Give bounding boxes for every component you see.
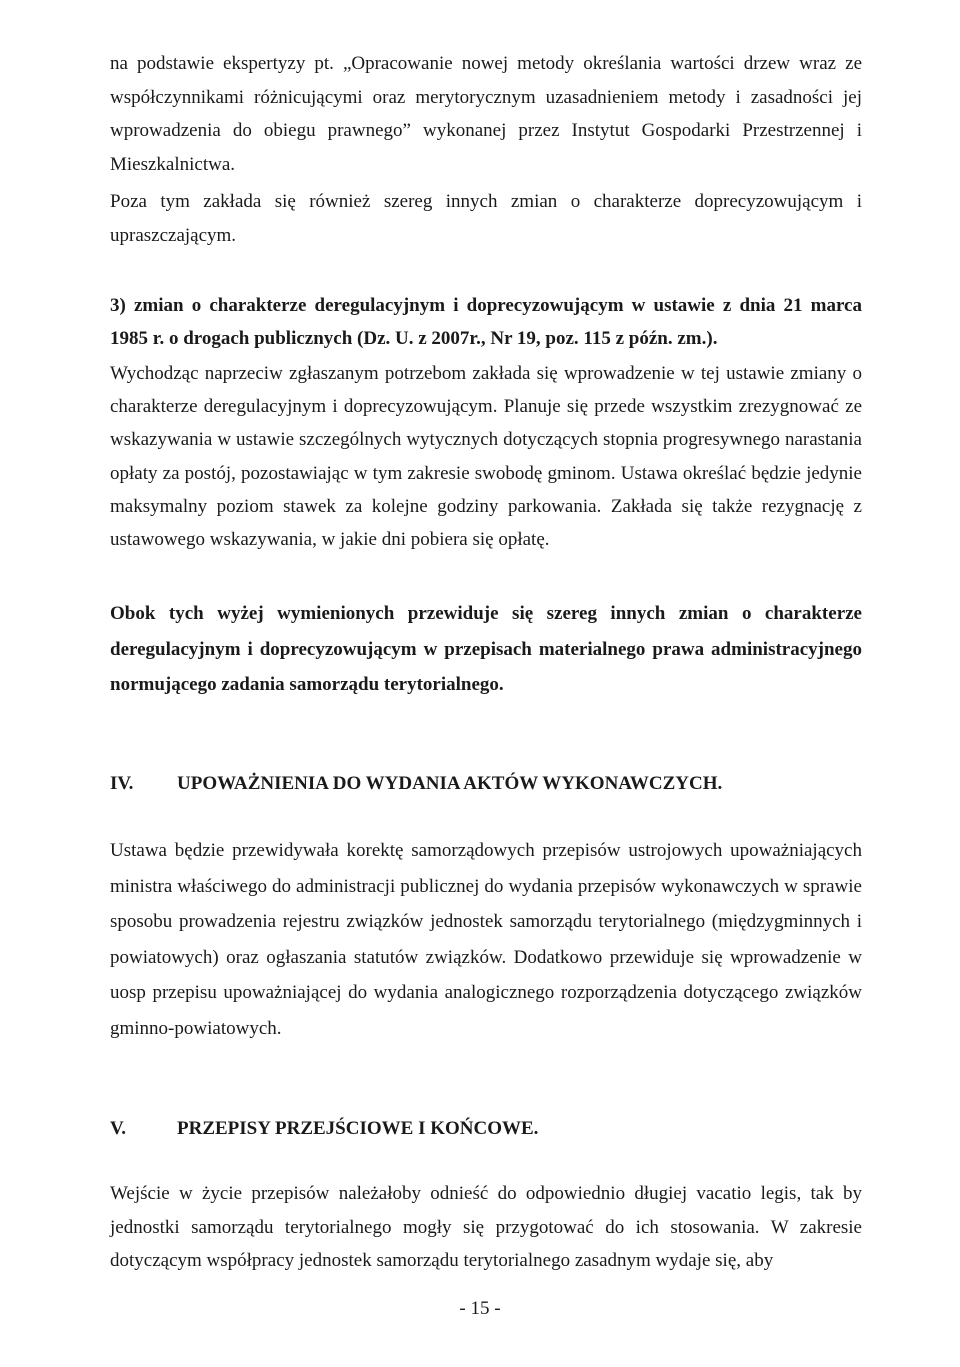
paragraph-parking-fees: Wychodząc naprzeciw zgłaszanym potrzebom zakłada się wprowadzenie w tej ustawie zmiany o charakterze deregulacyjnym i doprecyzowującym. Planuje się przede wszystkim zrezygnować ze wskazywania w ustawie szczególnych wytycznych dotyczących stopnia progresywnego narastania opłaty za postój, pozostawiając w tym zakresie swobodę gminom. Ustawa określać będzie jedynie maksymalny poziom stawek za kolejne godziny parkowania. Zakłada się także rezygnację z ustawowego wskazywania, w jakie dni pobiera się opłatę. [110, 363, 862, 551]
section-4-title: UPOWAŻNIENIA DO WYDANIA AKTÓW WYKONAWCZYCH. [177, 773, 723, 794]
section-5-title: PRZEPISY PRZEJŚCIOWE I KOŃCOWE. [177, 1118, 539, 1139]
item-3-heading: 3) zmian o charakterze deregulacyjnym i doprecyzowującym w ustawie z dnia 21 marca 1985 r. o drogach publicznych (Dz. U. z 2007r., Nr 19, poz. 115 z późn. zm.). [110, 295, 862, 349]
page-number: - 15 - [459, 1298, 501, 1319]
section-5-number: V. [110, 1118, 127, 1139]
section-5-heading [110, 1113, 862, 1145]
paragraph-transitional: Wejście w życie przepisów należałoby odnieść do odpowiednio długiej vacatio legis, tak by jednostki samorządu terytorialnego mogły się przygotować do ich stosowania. W zakresie dotyczącym współpracy jednostek samorządu terytorialnego zasadnym wydaje się, aby [110, 1183, 862, 1271]
paragraph-expertise: na podstawie ekspertyzy pt. „Opracowanie nowej metody określania wartości drzew wraz ze współczynnikami różnicującymi oraz merytorycznym uzasadnieniem metody i zasadności jej wprowadzenia do obiegu prawnego” wykonanej przez Instytut Gospodarki Przestrzennej i Mieszkalnictwa. [110, 53, 862, 175]
paragraph-summary-bold: Obok tych wyżej wymienionych przewiduje się szereg innych zmian o charakterze deregulacyjnym i doprecyzowującym w przepisach materialnego prawa administracyjnego normującego zadania samorządu terytorialnego. [110, 603, 862, 695]
section-4-heading [110, 768, 862, 800]
section-4-number: IV. [110, 773, 134, 794]
paragraph-authorizations: Ustawa będzie przewidywała korektę samorządowych przepisów ustrojowych upoważniających ministra właściwego do administracji publicznej do wydania przepisów wykonawczych w sprawie sposobu prowadzenia rejestru związków jednostek samorządu terytorialnego (międzygminnych i powiatowych) oraz ogłaszania statutów związków. Dodatkowo przewiduje się wprowadzenie w uosp przepisu upoważniającej do wydania analogicznego rozporządzenia dotyczącego związków gminno-powiatowych. [110, 840, 862, 1039]
paragraph-other-changes: Poza tym zakłada się również szereg innych zmian o charakterze doprecyzowującym i upraszczającym. [110, 191, 862, 246]
